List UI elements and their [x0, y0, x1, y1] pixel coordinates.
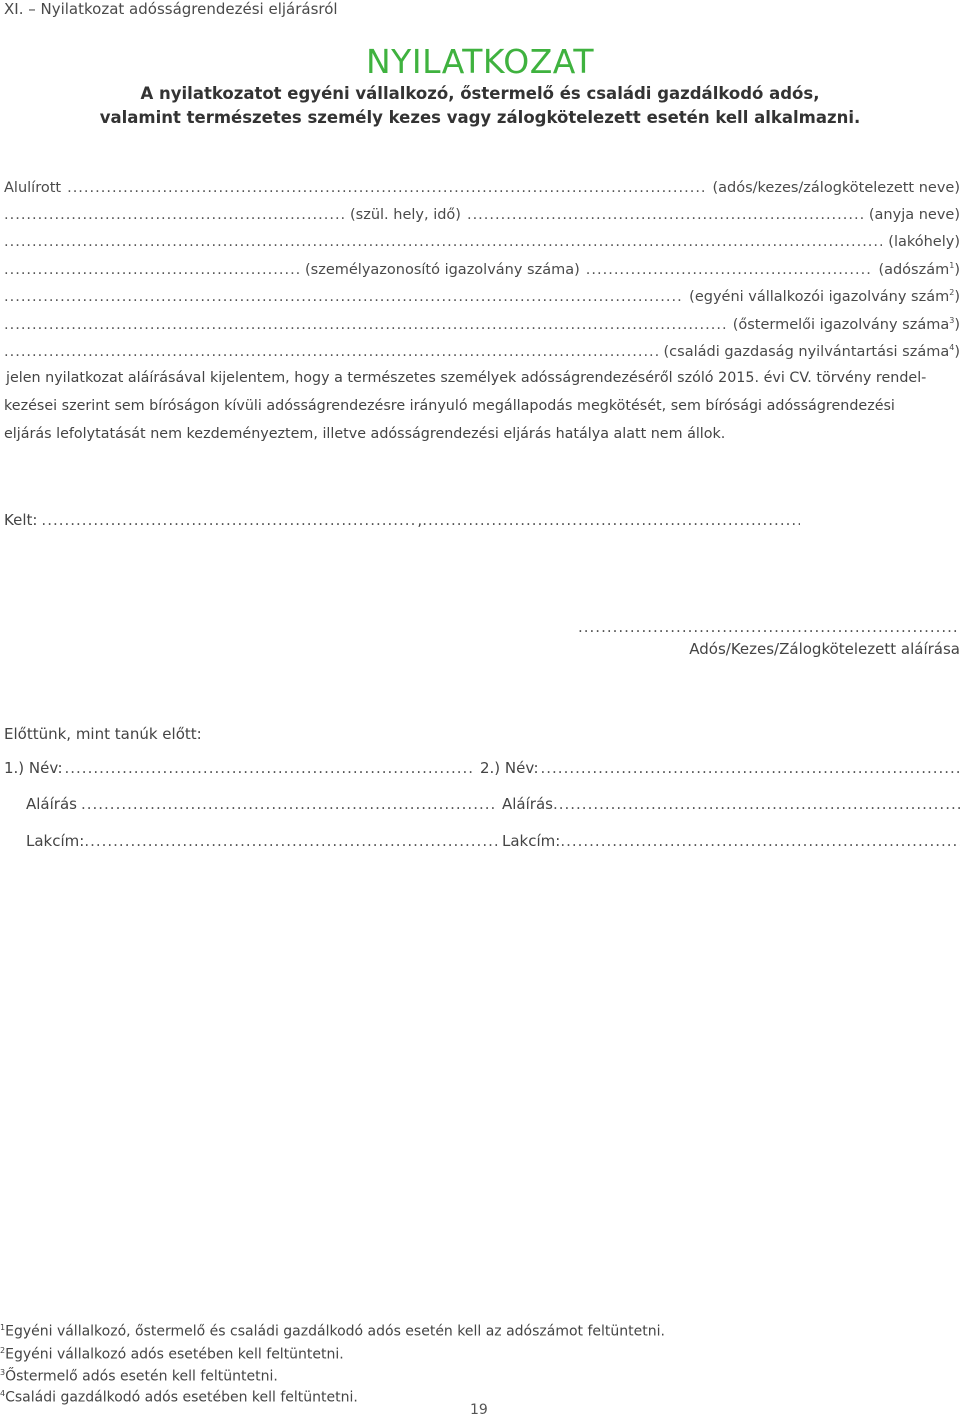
- kelt-date-dots[interactable]: [422, 511, 800, 529]
- kelt-comma: ,: [417, 511, 423, 529]
- signature-label-row: [580, 640, 960, 658]
- mother-label: (anyja neve): [868, 207, 960, 223]
- entrepreneur-dots[interactable]: [4, 289, 683, 305]
- witness-1-name[interactable]: [4, 759, 472, 777]
- witness-2-address-label: Lakcím:: [502, 832, 561, 850]
- footnote-3: $^3$Őstermelő adós esetén kell feltüntetni.: [0, 1368, 278, 1385]
- form-line-name[interactable]: [4, 180, 960, 196]
- residence-dots[interactable]: [4, 234, 882, 250]
- form-line-id[interactable]: [4, 261, 960, 278]
- id-dots[interactable]: [4, 262, 299, 278]
- name-label: (adós/kezes/zálogkötelezett neve): [712, 180, 960, 196]
- footnote-2: $^2$Egyéni vállalkozó adós esetében kell feltüntetni.: [0, 1346, 344, 1363]
- witness-1-name-dots[interactable]: [65, 759, 473, 777]
- witness-1-address[interactable]: [26, 832, 498, 850]
- form-line-entrepreneur[interactable]: [4, 288, 960, 305]
- witness-2-address[interactable]: [502, 832, 960, 850]
- footnote-4: $^4$Családi gazdálkodó adós esetében kell feltüntetni.: [0, 1389, 358, 1406]
- witness-2-name[interactable]: [480, 759, 960, 777]
- id-label: (személyazonosító igazolvány száma): [305, 261, 580, 278]
- footnote-1: $^1$Egyéni vállalkozó, őstermelő és családi gazdálkodó adós esetén kell az adószámot feltüntetni.: [0, 1323, 665, 1340]
- producer-dots[interactable]: [4, 317, 727, 333]
- witness-2-sign-dots[interactable]: [553, 795, 960, 813]
- form-line-residence[interactable]: [4, 234, 960, 250]
- tax-dots[interactable]: [586, 262, 873, 278]
- signature-dots[interactable]: [578, 618, 960, 636]
- family-farm-label: (családi gazdaság nyilvántartási száma$^4$): [663, 343, 960, 360]
- signature-dots-line[interactable]: [578, 618, 960, 636]
- tax-label: (adószám$^1$): [878, 261, 960, 278]
- kelt-label: Kelt:: [4, 511, 38, 529]
- mother-dots[interactable]: [467, 207, 863, 223]
- witness-1-sign-dots[interactable]: [81, 795, 494, 813]
- producer-label: (őstermelői igazolvány száma$^3$): [732, 316, 960, 333]
- form-line-birth[interactable]: [4, 207, 960, 223]
- subtitle-line-2: valamint természetes személy kezes vagy zálogkötelezett esetén kell alkalmazni.: [99, 108, 861, 127]
- witness-2-name-dots[interactable]: [541, 759, 960, 777]
- witness-1-address-dots[interactable]: [84, 832, 498, 850]
- witness-1-sign-label: Aláírás: [26, 795, 77, 813]
- witness-2-sign[interactable]: [502, 795, 960, 813]
- birth-dots[interactable]: [4, 207, 344, 223]
- page-number: 19: [470, 1402, 488, 1418]
- witness-1-sign[interactable]: [26, 795, 494, 813]
- family-farm-dots[interactable]: [4, 344, 658, 360]
- alulirott-label: Alulírott: [4, 180, 62, 196]
- witness-1-address-label: Lakcím:: [26, 832, 85, 850]
- witness-2-sign-label: Aláírás: [502, 795, 553, 813]
- witness-2-name-label: 2.) Név:: [480, 759, 539, 777]
- signature-label: Adós/Kezes/Zálogkötelezett aláírása: [689, 640, 960, 658]
- witness-1-name-label: 1.) Név:: [4, 759, 63, 777]
- birth-label: (szül. hely, idő): [350, 207, 461, 223]
- form-line-producer[interactable]: [4, 316, 960, 333]
- declaration-text: jelen nyilatkozat aláírásával kijelentem, hogy a természetes személyek adósságrendezéséről szóló 2015. évi CV. törvény rendel- kezései szerint sem bíróságon kívüli adósságrendezésre irányuló megállapodás megkötését, sem bírósági adósságrendezési eljárás lefolytatását nem kezdeményeztem, illetve adósságrendezési eljárás hatálya alatt nem állok.: [4, 370, 927, 442]
- kelt-place-dots[interactable]: [41, 511, 417, 529]
- page-title: NYILATKOZAT: [366, 42, 594, 81]
- form-line-family-farm[interactable]: [4, 343, 960, 360]
- section-title: XI. – Nyilatkozat adósságrendezési eljárásról: [4, 0, 338, 18]
- kelt-line[interactable]: [4, 511, 800, 529]
- witness-2-address-dots[interactable]: [560, 832, 960, 850]
- name-dots[interactable]: [67, 180, 706, 196]
- witness-heading: Előttünk, mint tanúk előtt:: [4, 725, 202, 743]
- subtitle-line-1: A nyilatkozatot egyéni vállalkozó, őstermelő és családi gazdálkodó adós,: [140, 84, 820, 103]
- residence-label: (lakóhely): [888, 234, 960, 250]
- entrepreneur-label: (egyéni vállalkozói igazolvány szám$^2$): [689, 288, 960, 305]
